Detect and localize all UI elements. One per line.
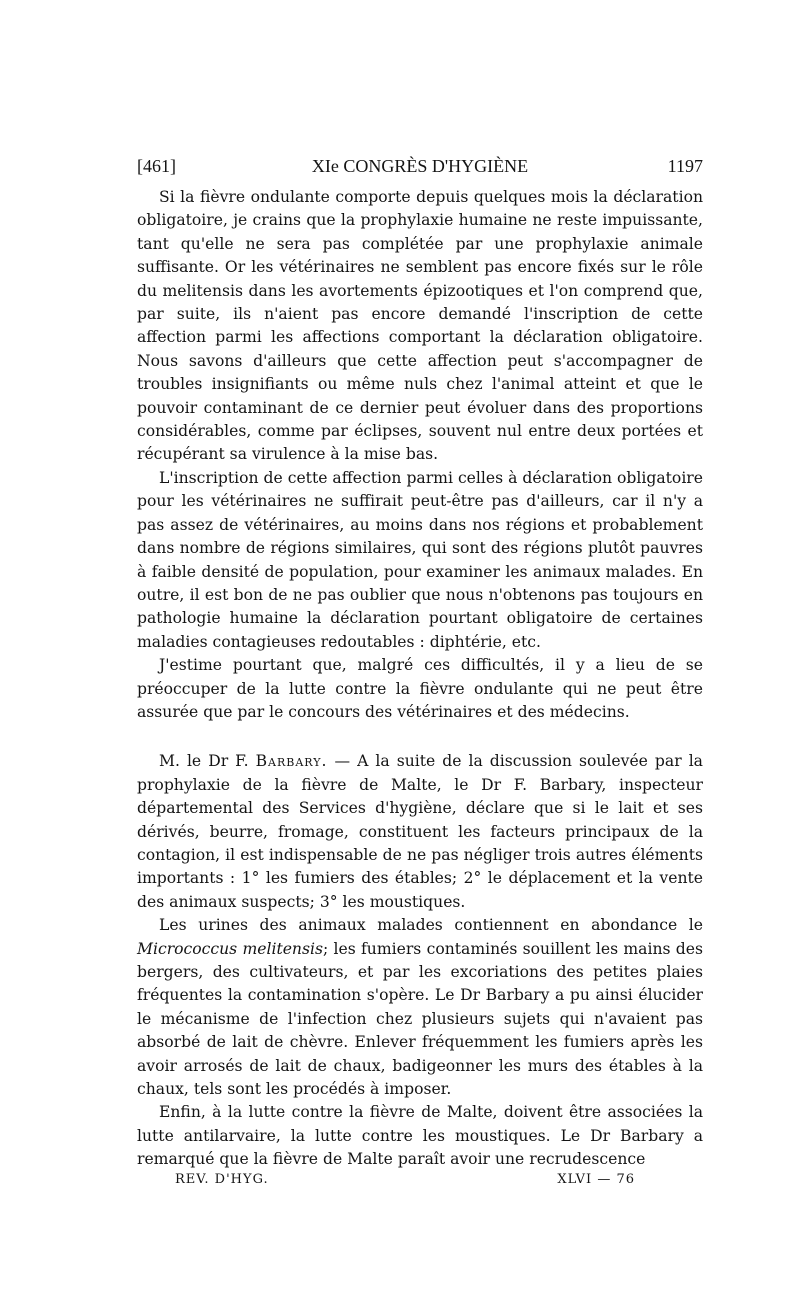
journal-abbrev: REV. D'HYG. xyxy=(175,1172,269,1187)
paragraph-4-text: — A la suite de la discussion soulevée par la prophylaxie de la fièvre de Malte, le Dr F. Barbary, inspecteur départemental des Services d'hygiène, déclare que si le lait et ses dérivés, beurre, fromage, constituent les facteurs principaux de la contagion, il est indispensable de ne pas négliger trois autres éléments importants : 1° les fumiers des étables; 2° le déplacement et la vente des animaux suspects; 3° les moustiques. xyxy=(137,752,703,911)
paragraph-5 xyxy=(137,914,703,1101)
paragraph-5-text: ; les fumiers contaminés souillent les mains des bergers, des cultivateurs, et par les excoriations des petites plaies fréquentes la contamination s'opère. Le Dr Barbary a pu ainsi élucider le mécanisme de l'infection chez plusieurs sujets qui n'avaient pas absorbé de lait de chèvre. Enlever fréquemment les fumiers après les avoir arrosés de lait de chaux, badigeonner les murs des étables à la chaux, tels sont les procédés à imposer. xyxy=(137,939,704,1099)
volume-signature: XLVI — 76 xyxy=(557,1172,635,1187)
paragraph-3: J'estime pourtant que, malgré ces difficultés, il y a lieu de se préoccuper de la lutte contre la fièvre ondulante qui ne peut être assurée que par le concours des vétérinaires et des médecins. xyxy=(137,656,703,721)
speaker-prefix: M. le Dr F. xyxy=(159,752,249,771)
running-title: XIe CONGRÈS D'HYGIÈNE xyxy=(311,156,529,176)
organism-name: Micrococcus melitensis xyxy=(137,939,323,958)
paragraph-1: Si la fièvre ondulante comporte depuis quelques mois la déclaration obligatoire, je crains que la prophylaxie humaine ne reste impuissante, tant qu'elle ne sera pas complétée par une prophylaxie animale suffisante. Or les vétérinaires ne semblent pas encore fixés sur le rôle du melitensis dans les avortements épizootiques et l'on comprend que, par suite, ils n'aient pas encore demandé l'inscription de cette affection parmi les affections comportant la déclaration obligatoire. Nous savons d'ailleurs que cette affection peut s'accompagner de troubles insignifiants ou même nuls chez l'animal atteint et que le pouvoir contaminant de ce dernier peut évoluer dans des proportions considérables, comme par éclipses, souvent nul entre deux portées et récupérant sa virulence à la mise bas. xyxy=(137,188,703,464)
paragraph-2: L'inscription de cette affection parmi celles à déclaration obligatoire pour les vétérinaires ne suffirait peut-être pas d'ailleurs, car il n'y a pas assez de vétérinaires, au moins dans nos régions et probablement dans nombre de régions similaires, qui sont des régions plutôt pauvres à faible densité de population, pour examiner les animaux malades. En outre, il est bon de ne pas oublier que nous n'obtenons pas toujours en pathologie humaine la déclaration pourtant obligatoire de certaines maladies contagieuses redoutables : diphtérie, etc. xyxy=(137,468,703,651)
page-bracket-number: [461] xyxy=(137,156,176,176)
page-footer xyxy=(175,1172,635,1192)
speaker-name: Barbary. xyxy=(255,752,328,771)
paragraph-5-lead: Les urines des animaux malades contiennent en abondance le xyxy=(159,916,703,935)
paragraph-4 xyxy=(137,750,703,914)
paragraph-6: Enfin, à la lutte contre la fièvre de Malte, doivent être associées la lutte antilarvaire, la lutte contre les moustiques. Le Dr Barbary a remarqué que la fièvre de Malte paraît avoir une recrudescence xyxy=(137,1103,703,1169)
page-number: 1197 xyxy=(667,156,703,176)
body-text xyxy=(137,186,703,1172)
running-header xyxy=(137,156,703,182)
